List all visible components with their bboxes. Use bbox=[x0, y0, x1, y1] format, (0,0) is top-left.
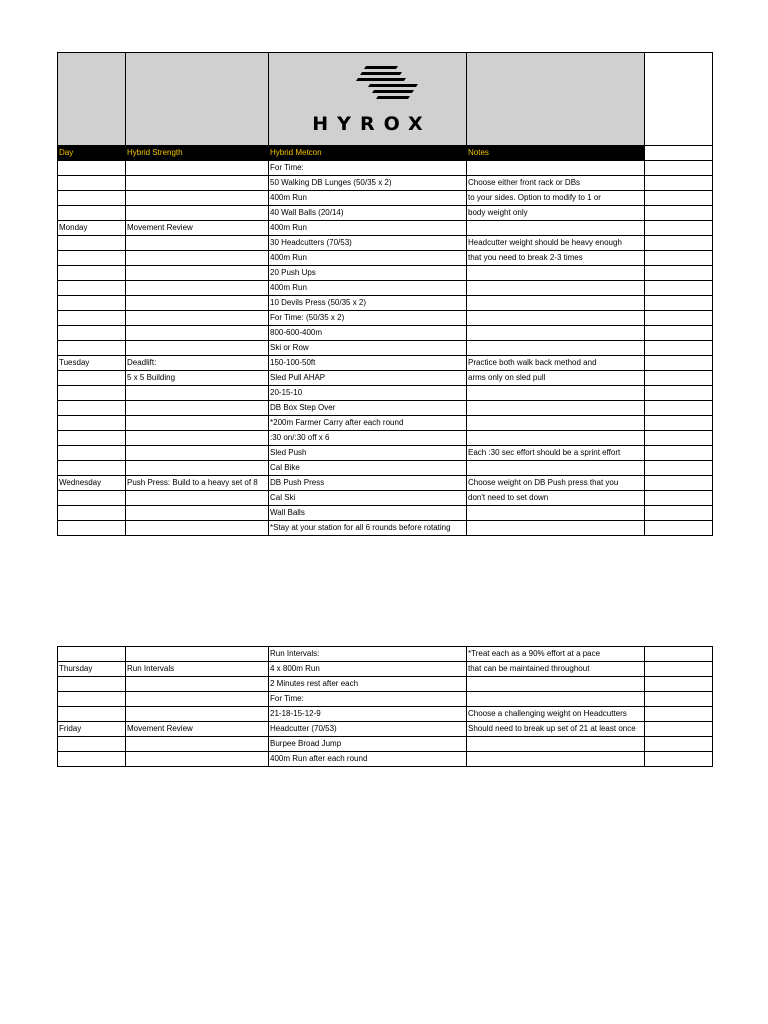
cell-text: Choose a challenging weight on Headcutters bbox=[468, 709, 627, 718]
cell-text: 50 Walking DB Lunges (50/35 x 2) bbox=[270, 178, 392, 187]
extra-cell bbox=[645, 707, 713, 722]
extra-cell bbox=[645, 521, 713, 536]
metcon-cell bbox=[269, 431, 467, 446]
metcon-cell bbox=[269, 326, 467, 341]
extra-cell bbox=[645, 221, 713, 236]
cell-text: Headcutter weight should be heavy enough bbox=[468, 238, 622, 247]
day-cell bbox=[58, 356, 126, 371]
cell-text: *Treat each as a 90% effort at a pace bbox=[468, 649, 601, 658]
extra-cell bbox=[645, 251, 713, 266]
extra-cell bbox=[645, 662, 713, 677]
cell-text: 400m Run bbox=[270, 193, 307, 202]
cell-text: Cal Bike bbox=[270, 463, 300, 472]
day-cell bbox=[58, 491, 126, 506]
extra-cell bbox=[645, 476, 713, 491]
notes-cell bbox=[467, 236, 645, 251]
notes-cell bbox=[467, 311, 645, 326]
cell-text: 150-100-50ft bbox=[270, 358, 316, 367]
day-cell bbox=[58, 476, 126, 491]
strength-cell bbox=[126, 386, 269, 401]
extra-cell bbox=[645, 677, 713, 692]
cell-text: Wall Balls bbox=[270, 508, 305, 517]
extra-cell bbox=[645, 341, 713, 356]
strength-cell bbox=[126, 266, 269, 281]
notes-cell bbox=[467, 692, 645, 707]
extra-cell bbox=[645, 161, 713, 176]
table-row bbox=[58, 461, 713, 476]
notes-cell bbox=[467, 206, 645, 221]
metcon-cell bbox=[269, 752, 467, 767]
cell-text: 400m Run bbox=[270, 223, 307, 232]
cell-text: that can be maintained throughout bbox=[468, 664, 590, 673]
strength-cell bbox=[126, 431, 269, 446]
table-row bbox=[58, 176, 713, 191]
table-row bbox=[58, 722, 713, 737]
cell-text: Choose weight on DB Push press that you bbox=[468, 478, 619, 487]
day-cell bbox=[58, 206, 126, 221]
notes-cell bbox=[467, 707, 645, 722]
notes-cell bbox=[467, 251, 645, 266]
cell-text: 20 Push Ups bbox=[270, 268, 316, 277]
table-row bbox=[58, 371, 713, 386]
cell-text: Monday bbox=[59, 223, 88, 232]
strength-cell bbox=[126, 161, 269, 176]
day-cell bbox=[58, 281, 126, 296]
extra-cell bbox=[645, 191, 713, 206]
notes-cell bbox=[467, 446, 645, 461]
strength-cell bbox=[126, 461, 269, 476]
notes-cell bbox=[467, 266, 645, 281]
cell-text: 5 x 5 Building bbox=[127, 373, 176, 382]
cell-text: :30 on/:30 off x 6 bbox=[270, 433, 330, 442]
table-row bbox=[58, 236, 713, 251]
extra-cell bbox=[645, 692, 713, 707]
header-day: Day bbox=[58, 146, 126, 161]
table-row bbox=[58, 161, 713, 176]
cell-text: 800-600-400m bbox=[270, 328, 323, 337]
cell-text: *Stay at your station for all 6 rounds before rotating bbox=[270, 523, 451, 532]
day-cell bbox=[58, 722, 126, 737]
strength-cell bbox=[126, 677, 269, 692]
metcon-cell bbox=[269, 506, 467, 521]
metcon-cell bbox=[269, 722, 467, 737]
cell-text: Headcutter (70/53) bbox=[270, 724, 337, 733]
metcon-cell bbox=[269, 251, 467, 266]
cell-text: Choose either front rack or DBs bbox=[468, 178, 581, 187]
extra-cell bbox=[645, 752, 713, 767]
notes-cell bbox=[467, 221, 645, 236]
cell-text: 40 Wall Balls (20/14) bbox=[270, 208, 344, 217]
metcon-cell bbox=[269, 677, 467, 692]
day-cell bbox=[58, 707, 126, 722]
day-cell bbox=[58, 296, 126, 311]
notes-cell bbox=[467, 491, 645, 506]
extra-cell bbox=[645, 446, 713, 461]
notes-cell bbox=[467, 401, 645, 416]
notes-cell bbox=[467, 461, 645, 476]
cell-text: Friday bbox=[59, 724, 82, 733]
table-row bbox=[58, 191, 713, 206]
column-header-row bbox=[58, 146, 713, 161]
notes-cell bbox=[467, 356, 645, 371]
strength-cell bbox=[126, 311, 269, 326]
day-cell bbox=[58, 677, 126, 692]
strength-cell bbox=[126, 521, 269, 536]
day-cell bbox=[58, 251, 126, 266]
strength-cell bbox=[126, 722, 269, 737]
metcon-cell bbox=[269, 176, 467, 191]
metcon-cell bbox=[269, 446, 467, 461]
cell-text: 20-15-10 bbox=[270, 388, 303, 397]
table-row bbox=[58, 521, 713, 536]
notes-cell bbox=[467, 371, 645, 386]
strength-cell bbox=[126, 737, 269, 752]
cell-text: don't need to set down bbox=[468, 493, 549, 502]
extra-cell bbox=[645, 176, 713, 191]
metcon-cell bbox=[269, 647, 467, 662]
day-cell bbox=[58, 431, 126, 446]
day-cell bbox=[58, 692, 126, 707]
strength-cell bbox=[126, 476, 269, 491]
day-cell bbox=[58, 326, 126, 341]
cell-text: 10 Devils Press (50/35 x 2) bbox=[270, 298, 367, 307]
cell-text: Movement Review bbox=[127, 724, 193, 733]
day-cell bbox=[58, 416, 126, 431]
metcon-cell bbox=[269, 386, 467, 401]
cell-text: DB Box Step Over bbox=[270, 403, 336, 412]
day-cell bbox=[58, 446, 126, 461]
extra-cell bbox=[645, 506, 713, 521]
metcon-cell bbox=[269, 737, 467, 752]
table2-body bbox=[58, 647, 713, 767]
workout-sheet-week-1 bbox=[57, 52, 713, 536]
cell-text: Run Intervals: bbox=[270, 649, 320, 658]
strength-cell bbox=[126, 647, 269, 662]
hyrox-stripes-icon bbox=[348, 64, 428, 104]
cell-text: body weight only bbox=[468, 208, 528, 217]
notes-cell bbox=[467, 647, 645, 662]
day-cell bbox=[58, 161, 126, 176]
notes-cell bbox=[467, 296, 645, 311]
cell-text: Run Intervals bbox=[127, 664, 175, 673]
cell-text: Should need to break up set of 21 at least once bbox=[468, 724, 636, 733]
strength-cell bbox=[126, 416, 269, 431]
cell-text: Burpee Broad Jump bbox=[270, 739, 342, 748]
metcon-cell bbox=[269, 707, 467, 722]
workout-table-bottom bbox=[57, 646, 713, 767]
table-row bbox=[58, 446, 713, 461]
strength-cell bbox=[126, 401, 269, 416]
strength-cell bbox=[126, 371, 269, 386]
metcon-cell bbox=[269, 311, 467, 326]
day-cell bbox=[58, 266, 126, 281]
strength-cell bbox=[126, 356, 269, 371]
cell-text: Sled Pull AHAP bbox=[270, 373, 326, 382]
cell-text: to your sides. Option to modify to 1 or bbox=[468, 193, 601, 202]
cell-text: Deadlift: bbox=[127, 358, 157, 367]
cell-text: that you need to break 2-3 times bbox=[468, 253, 583, 262]
workout-table-top bbox=[57, 52, 713, 536]
metcon-cell bbox=[269, 401, 467, 416]
metcon-cell bbox=[269, 191, 467, 206]
table-row bbox=[58, 677, 713, 692]
table-row bbox=[58, 647, 713, 662]
extra-cell bbox=[645, 311, 713, 326]
table-row bbox=[58, 752, 713, 767]
metcon-cell bbox=[269, 341, 467, 356]
day-cell bbox=[58, 737, 126, 752]
extra-cell bbox=[645, 416, 713, 431]
day-cell bbox=[58, 236, 126, 251]
table-row bbox=[58, 341, 713, 356]
extra-cell bbox=[645, 371, 713, 386]
extra-cell bbox=[645, 356, 713, 371]
table-row bbox=[58, 506, 713, 521]
cell-text: 21-18-15-12-9 bbox=[270, 709, 321, 718]
metcon-cell bbox=[269, 491, 467, 506]
table-row bbox=[58, 707, 713, 722]
table-row bbox=[58, 431, 713, 446]
extra-cell bbox=[645, 722, 713, 737]
cell-text: Movement Review bbox=[127, 223, 193, 232]
notes-cell bbox=[467, 326, 645, 341]
metcon-cell bbox=[269, 221, 467, 236]
cell-text: Each :30 sec effort should be a sprint effort bbox=[468, 448, 621, 457]
extra-cell bbox=[645, 206, 713, 221]
notes-cell bbox=[467, 191, 645, 206]
day-cell bbox=[58, 386, 126, 401]
metcon-cell bbox=[269, 692, 467, 707]
cell-text: For Time: (50/35 x 2) bbox=[270, 313, 345, 322]
cell-text: Wednesday bbox=[59, 478, 102, 487]
notes-cell bbox=[467, 521, 645, 536]
extra-cell bbox=[645, 647, 713, 662]
table-row bbox=[58, 476, 713, 491]
strength-cell bbox=[126, 206, 269, 221]
notes-cell bbox=[467, 341, 645, 356]
hyrox-logo bbox=[270, 53, 466, 145]
day-cell bbox=[58, 191, 126, 206]
table-row bbox=[58, 356, 713, 371]
extra-cell bbox=[645, 431, 713, 446]
notes-cell bbox=[467, 386, 645, 401]
metcon-cell bbox=[269, 476, 467, 491]
header-strength: Hybrid Strength bbox=[126, 146, 269, 161]
header-metcon: Hybrid Metcon bbox=[269, 146, 467, 161]
notes-cell bbox=[467, 662, 645, 677]
metcon-cell bbox=[269, 521, 467, 536]
cell-text: 400m Run bbox=[270, 253, 307, 262]
metcon-cell bbox=[269, 236, 467, 251]
strength-cell bbox=[126, 506, 269, 521]
notes-cell bbox=[467, 737, 645, 752]
extra-cell bbox=[645, 461, 713, 476]
metcon-cell bbox=[269, 461, 467, 476]
extra-cell bbox=[645, 326, 713, 341]
metcon-cell bbox=[269, 356, 467, 371]
cell-text: Thursday bbox=[59, 664, 93, 673]
extra-cell bbox=[645, 281, 713, 296]
table-row bbox=[58, 326, 713, 341]
extra-cell bbox=[645, 386, 713, 401]
metcon-cell bbox=[269, 206, 467, 221]
notes-cell bbox=[467, 476, 645, 491]
table-row bbox=[58, 281, 713, 296]
extra-cell bbox=[645, 491, 713, 506]
notes-cell bbox=[467, 677, 645, 692]
strength-cell bbox=[126, 326, 269, 341]
strength-cell bbox=[126, 236, 269, 251]
notes-cell bbox=[467, 176, 645, 191]
cell-text: Tuesday bbox=[59, 358, 90, 367]
table-row bbox=[58, 311, 713, 326]
cell-text: 400m Run after each round bbox=[270, 754, 368, 763]
extra-cell bbox=[645, 296, 713, 311]
table-row bbox=[58, 206, 713, 221]
cell-text: For Time: bbox=[270, 694, 304, 703]
table-row bbox=[58, 416, 713, 431]
day-cell bbox=[58, 176, 126, 191]
day-cell bbox=[58, 401, 126, 416]
hyrox-wordmark: HYROX bbox=[312, 113, 432, 135]
cell-text: 400m Run bbox=[270, 283, 307, 292]
strength-cell bbox=[126, 251, 269, 266]
table-row bbox=[58, 386, 713, 401]
metcon-cell bbox=[269, 662, 467, 677]
table-row bbox=[58, 737, 713, 752]
metcon-cell bbox=[269, 296, 467, 311]
strength-cell bbox=[126, 221, 269, 236]
logo-header-row bbox=[58, 53, 713, 146]
strength-cell bbox=[126, 692, 269, 707]
metcon-cell bbox=[269, 161, 467, 176]
cell-text: 4 x 800m Run bbox=[270, 664, 320, 673]
extra-cell bbox=[645, 401, 713, 416]
strength-cell bbox=[126, 752, 269, 767]
strength-cell bbox=[126, 446, 269, 461]
table1-body bbox=[58, 161, 713, 536]
notes-cell bbox=[467, 431, 645, 446]
strength-cell bbox=[126, 281, 269, 296]
notes-cell bbox=[467, 281, 645, 296]
metcon-cell bbox=[269, 281, 467, 296]
strength-cell bbox=[126, 491, 269, 506]
table-row bbox=[58, 491, 713, 506]
day-cell bbox=[58, 662, 126, 677]
table-row bbox=[58, 692, 713, 707]
cell-text: Practice both walk back method and bbox=[468, 358, 597, 367]
cell-text: arms only on sled pull bbox=[468, 373, 546, 382]
day-cell bbox=[58, 521, 126, 536]
notes-cell bbox=[467, 161, 645, 176]
cell-text: Cal Ski bbox=[270, 493, 296, 502]
day-cell bbox=[58, 752, 126, 767]
notes-cell bbox=[467, 416, 645, 431]
strength-cell bbox=[126, 296, 269, 311]
day-cell bbox=[58, 371, 126, 386]
metcon-cell bbox=[269, 371, 467, 386]
strength-cell bbox=[126, 341, 269, 356]
header-notes: Notes bbox=[467, 146, 645, 161]
table-row bbox=[58, 251, 713, 266]
strength-cell bbox=[126, 662, 269, 677]
cell-text: For Time: bbox=[270, 163, 304, 172]
cell-text: 30 Headcutters (70/53) bbox=[270, 238, 352, 247]
cell-text: *200m Farmer Carry after each round bbox=[270, 418, 404, 427]
table-row bbox=[58, 221, 713, 236]
notes-cell bbox=[467, 752, 645, 767]
cell-text: DB Push Press bbox=[270, 478, 325, 487]
strength-cell bbox=[126, 176, 269, 191]
cell-text: Ski or Row bbox=[270, 343, 309, 352]
table-row bbox=[58, 266, 713, 281]
extra-cell bbox=[645, 737, 713, 752]
table-row bbox=[58, 662, 713, 677]
extra-cell bbox=[645, 266, 713, 281]
table-row bbox=[58, 401, 713, 416]
table-row bbox=[58, 296, 713, 311]
day-cell bbox=[58, 341, 126, 356]
day-cell bbox=[58, 647, 126, 662]
extra-cell bbox=[645, 236, 713, 251]
notes-cell bbox=[467, 722, 645, 737]
metcon-cell bbox=[269, 266, 467, 281]
cell-text: 2 Minutes rest after each bbox=[270, 679, 359, 688]
day-cell bbox=[58, 506, 126, 521]
strength-cell bbox=[126, 707, 269, 722]
day-cell bbox=[58, 311, 126, 326]
cell-text: Sled Push bbox=[270, 448, 307, 457]
cell-text: Push Press: Build to a heavy set of 8 bbox=[127, 478, 258, 487]
notes-cell bbox=[467, 506, 645, 521]
day-cell bbox=[58, 221, 126, 236]
metcon-cell bbox=[269, 416, 467, 431]
strength-cell bbox=[126, 191, 269, 206]
day-cell bbox=[58, 461, 126, 476]
